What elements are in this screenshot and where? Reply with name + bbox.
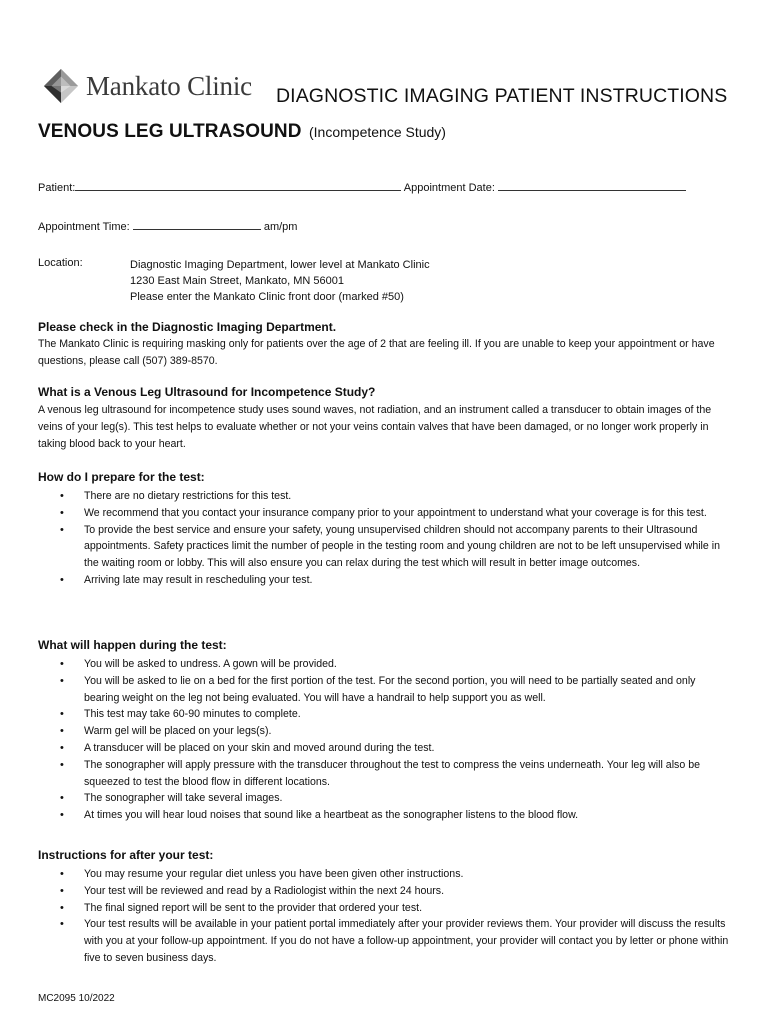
exam-title <box>38 121 446 143</box>
patient-input-line[interactable] <box>75 179 401 191</box>
list-item: • You will be asked to lie on a bed for the first portion of the test. For the second portion, you will need to be partially seated and only bearing weight on the leg not being evaluated. You will have a handrail to help support you as well. <box>58 673 730 707</box>
what-is-text: A venous leg ultrasound for incompetence study uses sound waves, not radiation, and an instrument called a transducer to obtain images of the veins of your leg(s). This test helps to evaluate whether or not your veins contain valves that have been damaged, or no longer work properly in taking blood back to your heart. <box>38 404 712 451</box>
clinic-logo <box>42 64 252 108</box>
list-item: • The final signed report will be sent to the provider that ordered your test. <box>58 900 730 917</box>
checkin-text: The Mankato Clinic is requiring masking only for patients over the age of 2 that are feeling ill. If you are unable to keep your appointment or have questions, please call (507) 389-8570. <box>38 338 715 368</box>
what-is-heading: What is a Venous Leg Ultrasound for Incompetence Study? <box>38 385 376 399</box>
appointment-date-label: Appointment Date: <box>403 182 495 194</box>
list-item: • You will be asked to undress. A gown will be provided. <box>58 656 730 673</box>
appointment-time-label: Appointment Time: <box>38 221 130 233</box>
list-item: • This test may take 60-90 minutes to complete. <box>58 706 730 723</box>
list-item: • The sonographer will apply pressure with the transducer throughout the test to compress the veins underneath. Your leg will also be squeezed to test the blood flow in different locations. <box>58 757 730 791</box>
checkin-heading: Please check in the Diagnostic Imaging Department. <box>38 320 337 334</box>
list-item: • We recommend that you contact your insurance company prior to your appointment to understand what your coverage is for this test. <box>58 505 730 522</box>
exam-title-main: VENOUS LEG ULTRASOUND <box>38 121 302 142</box>
appointment-time-input-line[interactable] <box>133 218 261 230</box>
list-item: • Arriving late may result in rescheduling your test. <box>58 572 730 589</box>
prepare-heading: How do I prepare for the test: <box>38 470 205 484</box>
list-item: • A transducer will be placed on your skin and moved around during the test. <box>58 740 730 757</box>
am-pm-label: am/pm <box>263 221 298 233</box>
prepare-list <box>58 488 730 589</box>
list-item: • Your test results will be available in your patient portal immediately after your provider reviews them. Your provider will discuss the results with you at your follow-up appointment. If you do not have a follow-up appointment, your provider will contact you by letter or phone within five to seven business days. <box>58 916 730 966</box>
list-item: • You may resume your regular diet unless you have been given other instructions. <box>58 866 730 883</box>
list-item: • Your test will be reviewed and read by a Radiologist within the next 24 hours. <box>58 883 730 900</box>
location-label: Location: <box>38 257 83 269</box>
patient-label: Patient: <box>38 182 76 194</box>
patient-row <box>38 179 686 194</box>
location-line: Diagnostic Imaging Department, lower level at Mankato Clinic <box>130 259 430 271</box>
clinic-logo-icon <box>42 66 80 106</box>
appointment-time-row <box>38 218 297 233</box>
list-item: • The sonographer will take several images. <box>58 790 730 807</box>
during-list <box>58 656 730 824</box>
exam-title-subtitle: (Incompetence Study) <box>309 124 446 140</box>
after-heading: Instructions for after your test: <box>38 848 214 862</box>
during-heading: What will happen during the test: <box>38 638 227 652</box>
location-line: Please enter the Mankato Clinic front door (marked #50) <box>130 291 404 303</box>
form-code: MC2095 10/2022 <box>38 993 115 1004</box>
appointment-date-input-line[interactable] <box>498 179 686 191</box>
location-line: 1230 East Main Street, Mankato, MN 56001 <box>130 275 345 287</box>
clinic-logo-text: Mankato Clinic <box>86 70 252 101</box>
list-item: • To provide the best service and ensure your safety, young unsupervised children should not accompany parents to their Ultrasound appointments. Safety practices limit the number of people in the testing room and young children are not to be left unsupervised while in the waiting room or lobby. This will also ensure you can relax during the test which will result in better image outcomes. <box>58 522 730 572</box>
document-title: DIAGNOSTIC IMAGING PATIENT INSTRUCTIONS <box>276 85 728 107</box>
after-list <box>58 866 730 967</box>
list-item: • At times you will hear loud noises that sound like a heartbeat as the sonographer listens to the blood flow. <box>58 807 730 824</box>
list-item: • There are no dietary restrictions for this test. <box>58 488 730 505</box>
location-details <box>130 257 430 305</box>
list-item: • Warm gel will be placed on your legs(s). <box>58 723 730 740</box>
